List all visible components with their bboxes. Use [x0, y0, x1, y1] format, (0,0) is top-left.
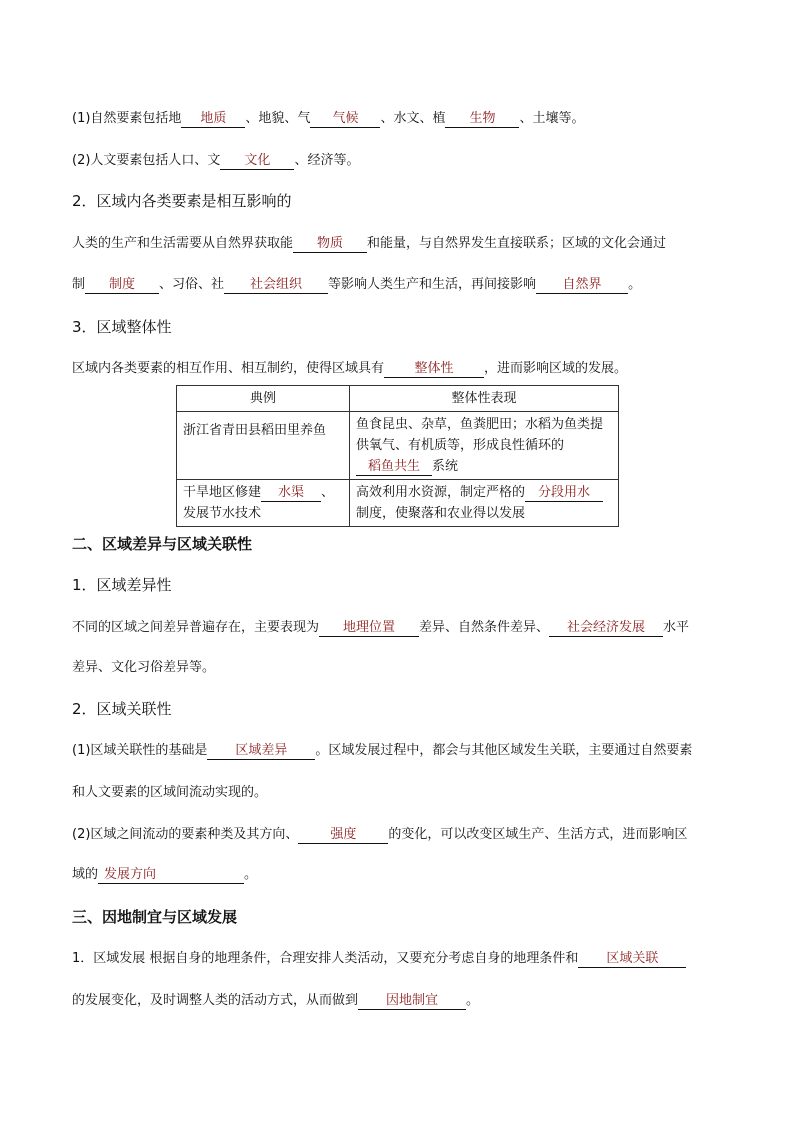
text: 的发展变化，及时调整人类的活动方式，从而做到: [72, 993, 359, 1008]
table-header: 典例: [177, 386, 350, 412]
text: 区域内各类要素的相互作用、相互制约，使得区域具有: [72, 361, 385, 376]
answer-blank[interactable]: 生物: [445, 111, 519, 128]
table-row: [177, 412, 619, 480]
section-heading-2: 二、区域差异与区域关联性: [72, 535, 253, 553]
paragraph-linkage-2-line1: [72, 826, 687, 844]
answer-blank[interactable]: 社会组织: [224, 277, 328, 294]
answer-blank[interactable]: 制度: [85, 277, 159, 294]
text: 气: [297, 111, 311, 126]
text: 。区域发展过程中，都会与其他区域发生关联，主要通过自然要素: [315, 743, 693, 758]
paragraph-linkage-1-line2: 和人文要素的区域间流动实现的。: [72, 785, 268, 800]
text: 、水文、: [380, 111, 433, 126]
heading-mutual-influence: 2．区域内各类要素是相互影响的: [72, 192, 292, 210]
answer-blank[interactable]: 区域关联: [578, 951, 686, 968]
paragraph-development-line2: [72, 992, 479, 1010]
text: (2)区域之间流动的要素种类及其方向、: [72, 827, 299, 842]
text: 不同的区域之间差异普遍存在，主要表现为: [72, 620, 320, 635]
answer-blank[interactable]: 地质: [181, 111, 245, 128]
table-cell: [177, 412, 350, 480]
answer-blank[interactable]: 稻鱼共生: [356, 459, 432, 476]
text: 和能量，与自然界发生直接联系；区域的文化会通过: [367, 236, 667, 251]
text: 、习俗、: [159, 277, 212, 292]
answer-blank[interactable]: 气候: [310, 111, 380, 128]
answer-blank[interactable]: 水渠: [261, 485, 321, 502]
text: 、土壤等。: [519, 111, 585, 126]
cell-text: 鱼食昆虫、杂草，鱼粪肥田；水稻为鱼类提供氧气、有机质等，形成良性循环的: [356, 417, 604, 453]
heading-difference: 1．区域差异性: [72, 576, 172, 594]
table-header: 整体性表现: [350, 386, 619, 412]
answer-blank[interactable]: 地理位置: [319, 620, 419, 637]
text: (1)自然要素包括地: [72, 111, 182, 126]
answer-blank[interactable]: 自然界: [536, 277, 628, 294]
paragraph-development-line1: [72, 950, 686, 968]
answer-blank[interactable]: 文化: [220, 153, 294, 170]
text: 。: [244, 867, 258, 882]
text: 1．区域发展 根据自身的地理条件，合理安排人类活动，又要充分考虑自身的地理条件和: [72, 951, 579, 966]
text: 。: [466, 993, 480, 1008]
text: ，进而影响区域的发展。: [484, 361, 628, 376]
paragraph-linkage-1-line1: [72, 742, 692, 760]
text: 文: [207, 153, 221, 168]
text: 人类的生产和生活需要从自然界获取: [72, 236, 281, 251]
text: 域的: [72, 867, 99, 882]
cell-text: 系统: [432, 459, 459, 474]
answer-blank[interactable]: 区域差异: [207, 743, 315, 760]
paragraph-linkage-2-line2: [72, 866, 257, 884]
paragraph-integrity: [72, 360, 627, 378]
table-cell: [177, 480, 350, 527]
table-header-row: [177, 386, 619, 412]
text: 、经济等。: [294, 153, 360, 168]
text: 植: [432, 111, 446, 126]
text: 差异、自然条件差异、: [419, 620, 550, 635]
section-heading-3: 三、因地制宜与区域发展: [72, 908, 238, 926]
table-cell: [350, 412, 619, 480]
item-human-elements: [72, 152, 359, 170]
text: 、地貌、: [245, 111, 298, 126]
answer-blank[interactable]: 整体性: [384, 361, 484, 378]
table-row: [177, 480, 619, 527]
text: (1)区域关联性的基础是: [72, 743, 208, 758]
answer-blank[interactable]: 分段用水: [525, 485, 603, 502]
text: 制: [72, 277, 86, 292]
paragraph-difference-line1: [72, 619, 689, 637]
cell-text: 干旱地区修建: [183, 485, 262, 500]
answer-blank[interactable]: 社会经济发展: [549, 620, 663, 637]
answer-blank[interactable]: 发展方向: [98, 867, 244, 884]
item-natural-elements: [72, 110, 585, 128]
answer-blank[interactable]: 物质: [293, 236, 367, 253]
cell-text: 浙江省青田县稻田里养鱼: [183, 423, 327, 438]
cell-text: 高效利用水资源，制定严格的: [356, 485, 526, 500]
text: 能: [280, 236, 294, 251]
answer-blank[interactable]: 因地制宜: [358, 993, 466, 1010]
text: 社: [211, 277, 225, 292]
cell-text: 制度，使聚落和农业得以发展: [356, 506, 526, 521]
text: 等影响人类生产和生活，再间接影响: [328, 277, 537, 292]
text: 水平: [663, 620, 690, 635]
table-cell: [350, 480, 619, 527]
integrity-table: [176, 385, 619, 527]
cell-text: 、发展节水技术: [183, 485, 335, 521]
paragraph-mutual-line1: [72, 235, 666, 253]
heading-integrity: 3．区域整体性: [72, 318, 172, 336]
text: (2)人文要素包括人口、: [72, 153, 208, 168]
heading-linkage: 2．区域关联性: [72, 700, 172, 718]
text: 。: [628, 277, 642, 292]
paragraph-mutual-line2: [72, 276, 641, 294]
text: 的变化，可以改变区域生产、生活方式，进而影响区: [388, 827, 688, 842]
answer-blank[interactable]: 强度: [298, 827, 388, 844]
paragraph-difference-line2: 差异、文化习俗差异等。: [72, 660, 216, 675]
